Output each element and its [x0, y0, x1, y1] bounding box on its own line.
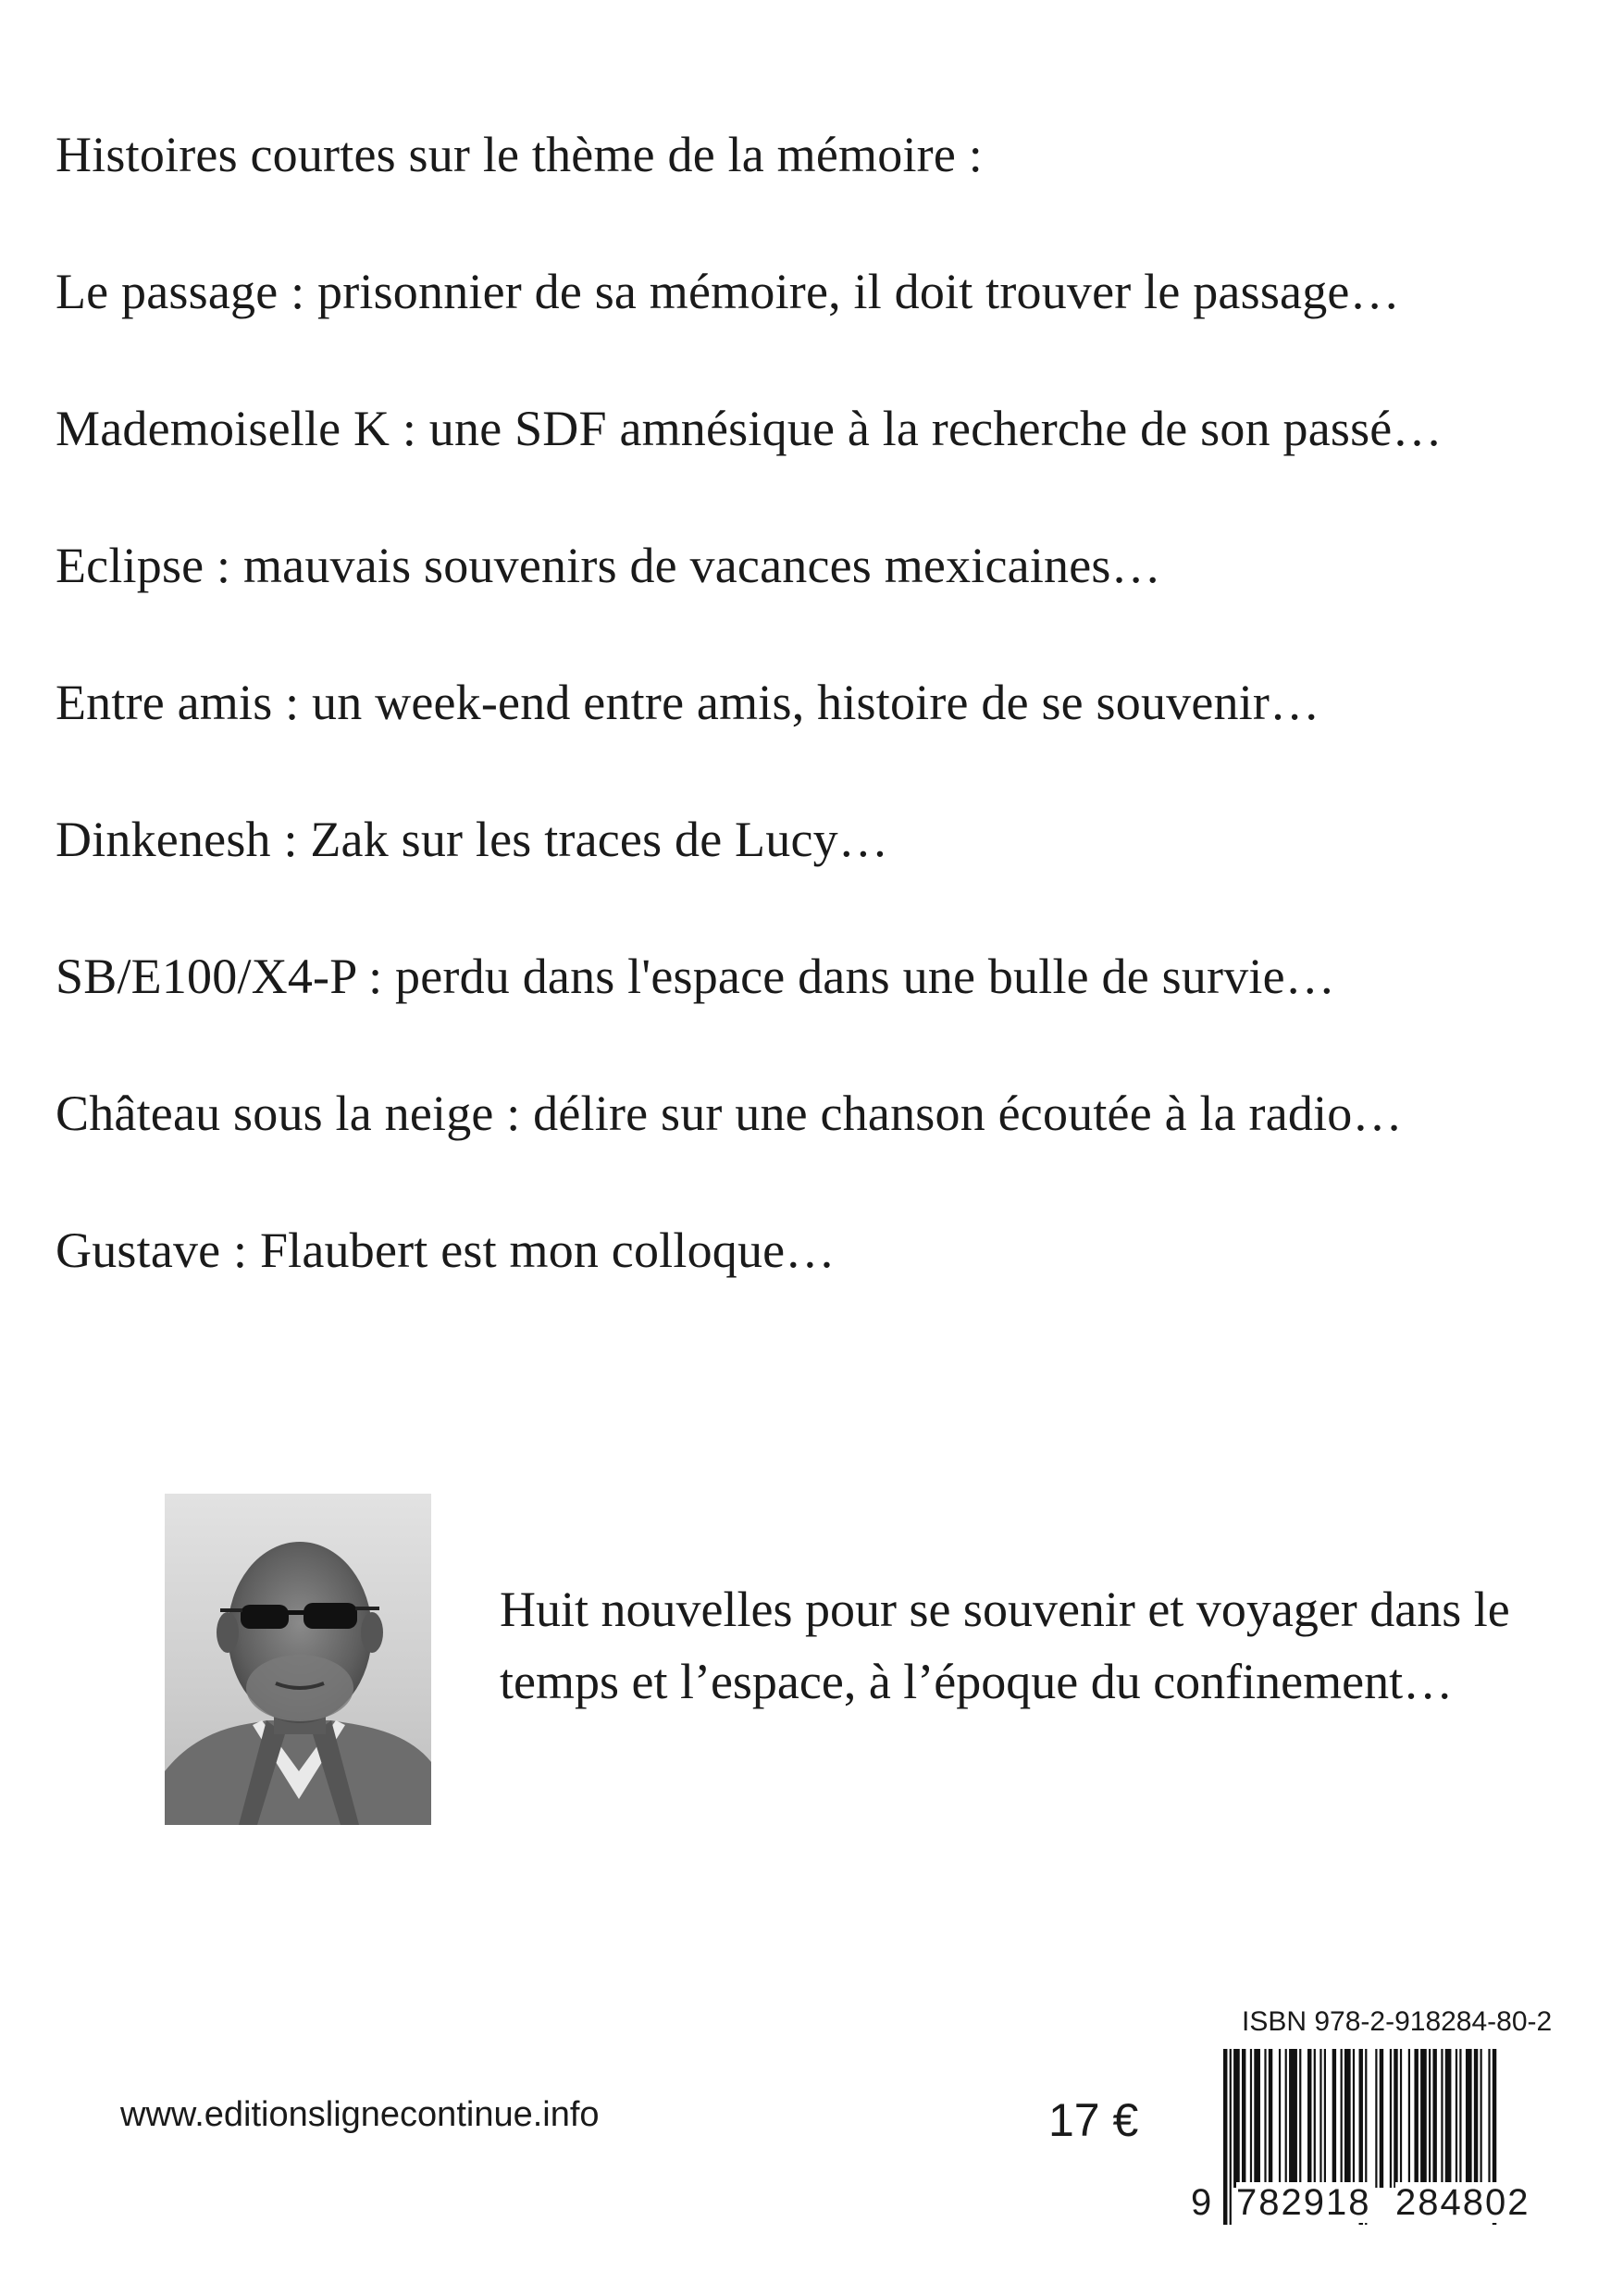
blurb-line: Huit nouvelles pour se souvenir et voyager dans le: [500, 1582, 1510, 1637]
story-item: Gustave : Flaubert est mon colloque…: [56, 1222, 836, 1278]
barcode-lead-digit: 9: [1191, 2182, 1214, 2223]
story-item: Le passage : prisonnier de sa mémoire, il doit trouver le passage…: [56, 264, 1400, 319]
story-item: Eclipse : mauvais souvenirs de vacances mexicaines…: [56, 538, 1161, 593]
story-item: SB/E100/X4-P : perdu dans l'espace dans une bulle de survie…: [56, 949, 1335, 1004]
author-photo: [165, 1494, 431, 1825]
blurb-line: temps et l’espace, à l’époque du confinement…: [500, 1654, 1454, 1709]
story-item: Mademoiselle K : une SDF amnésique à la recherche de son passé…: [56, 401, 1443, 456]
story-item: Château sous la neige : délire sur une chanson écoutée à la radio…: [56, 1086, 1403, 1141]
isbn-label: ISBN 978-2-918284-80-2: [1242, 2006, 1553, 2037]
book-blurb: [500, 1573, 1592, 1718]
price: 17 €: [1048, 2094, 1139, 2146]
story-item: Dinkenesh : Zak sur les traces de Lucy…: [56, 812, 889, 867]
barcode-left-digits: 782918: [1236, 2182, 1371, 2223]
publisher-website: www.editionslignecontinue.info: [120, 2095, 600, 2134]
story-item: Entre amis : un week-end entre amis, histoire de se souvenir…: [56, 675, 1320, 730]
barcode-right-digits: 284802: [1395, 2182, 1530, 2223]
author-portrait-image: [165, 1494, 431, 1825]
intro-heading: Histoires courtes sur le thème de la mémoire :: [56, 127, 983, 182]
